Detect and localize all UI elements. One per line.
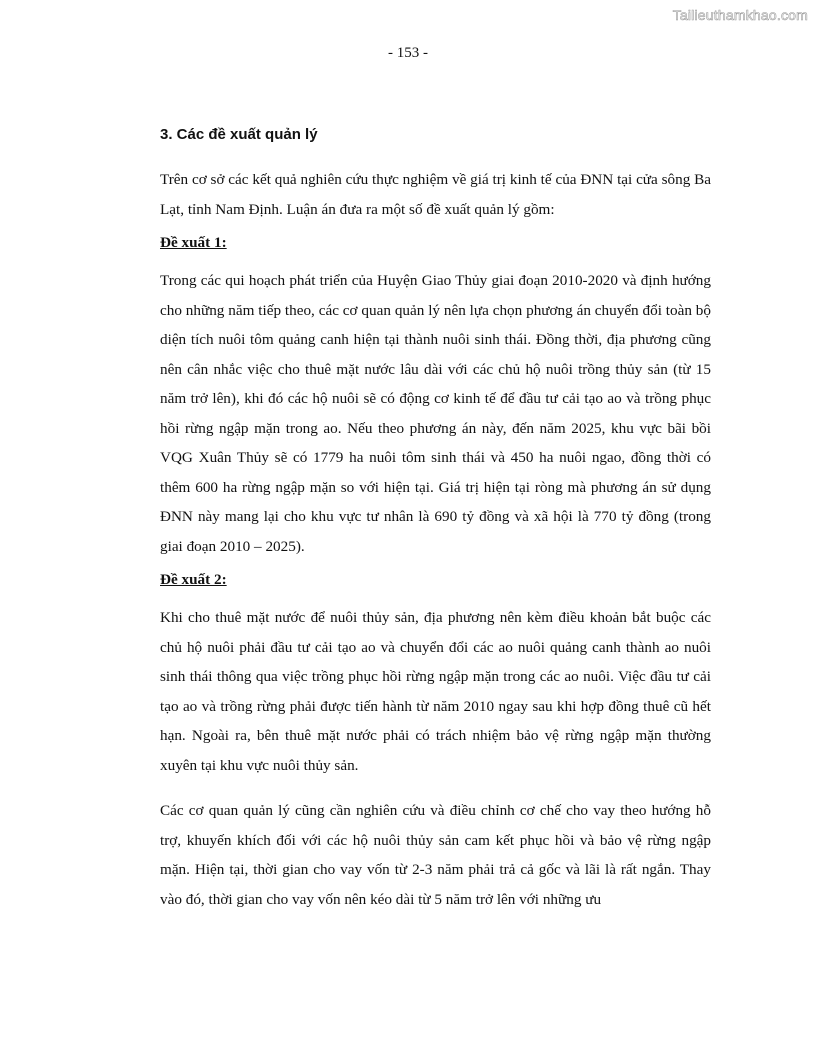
proposal-2-paragraph-2: Các cơ quan quản lý cũng cần nghiên cứu và điều chỉnh cơ chế cho vay theo hướng hỗ trợ, khuyến khích đối với các hộ nuôi thủy sản cam kết phục hồi và bảo vệ rừng ngập mặn. Hiện tại, thời gian cho vay vốn từ 2-3 năm phải trả cả gốc và lãi là rất ngắn. Thay vào đó, thời gian cho vay vốn nên kéo dài từ 5 năm trở lên với những ưu — [160, 802, 711, 908]
proposal-1-heading: Đề xuất 1: — [160, 234, 227, 251]
watermark: Tailieuthamkhao.com — [672, 7, 808, 23]
proposal-1-paragraph: Trong các qui hoạch phát triển của Huyện Giao Thủy giai đoạn 2010-2020 và định hướng cho những năm tiếp theo, các cơ quan quản lý nên lựa chọn phương án chuyển đổi toàn bộ diện tích nuôi tôm quảng canh hiện tại thành nuôi sinh thái. Đồng thời, địa phương cũng nên cân nhắc việc cho thuê mặt nước lâu dài với các chủ hộ nuôi trồng thủy sản (từ 15 năm trở lên), khi đó các hộ nuôi sẽ có động cơ kinh tế để đầu tư cải tạo ao và trồng phục hồi rừng ngập mặn trong ao. Nếu theo phương án này, đến năm 2025, khu vực bãi bồi VQG Xuân Thủy sẽ có 1779 ha nuôi tôm sinh thái và 450 ha nuôi ngao, đồng thời có thêm 600 ha rừng ngập mặn so với hiện tại. Giá trị hiện tại ròng mà phương án sử dụng ĐNN này mang lại cho khu vực tư nhân là 690 tỷ đồng và xã hội là 770 tỷ đồng (trong giai đoạn 2010 – 2025). — [160, 272, 711, 555]
page-number: - 153 - — [388, 45, 428, 61]
proposal-2-heading: Đề xuất 2: — [160, 571, 227, 588]
document-body — [160, 125, 711, 922]
section-heading: 3. Các đề xuất quản lý — [160, 126, 318, 143]
proposal-2-paragraph-1: Khi cho thuê mặt nước để nuôi thủy sản, địa phương nên kèm điều khoản bắt buộc các chủ hộ nuôi phải đầu tư cải tạo ao và chuyển đổi các ao nuôi quảng canh thành ao nuôi sinh thái thông qua việc trồng phục hồi rừng ngập mặn trong các ao nuôi. Việc đầu tư cải tạo ao và trồng rừng phải được tiến hành từ năm 2010 ngay sau khi hợp đồng thuê cũ hết hạn. Ngoài ra, bên thuê mặt nước phải có trách nhiệm bảo vệ rừng ngập mặn thường xuyên tại khu vực nuôi thủy sản. — [160, 609, 711, 774]
intro-paragraph: Trên cơ sở các kết quả nghiên cứu thực nghiệm về giá trị kinh tế của ĐNN tại cửa sông Ba Lạt, tỉnh Nam Định. Luận án đưa ra một số đề xuất quản lý gồm: — [160, 171, 711, 218]
